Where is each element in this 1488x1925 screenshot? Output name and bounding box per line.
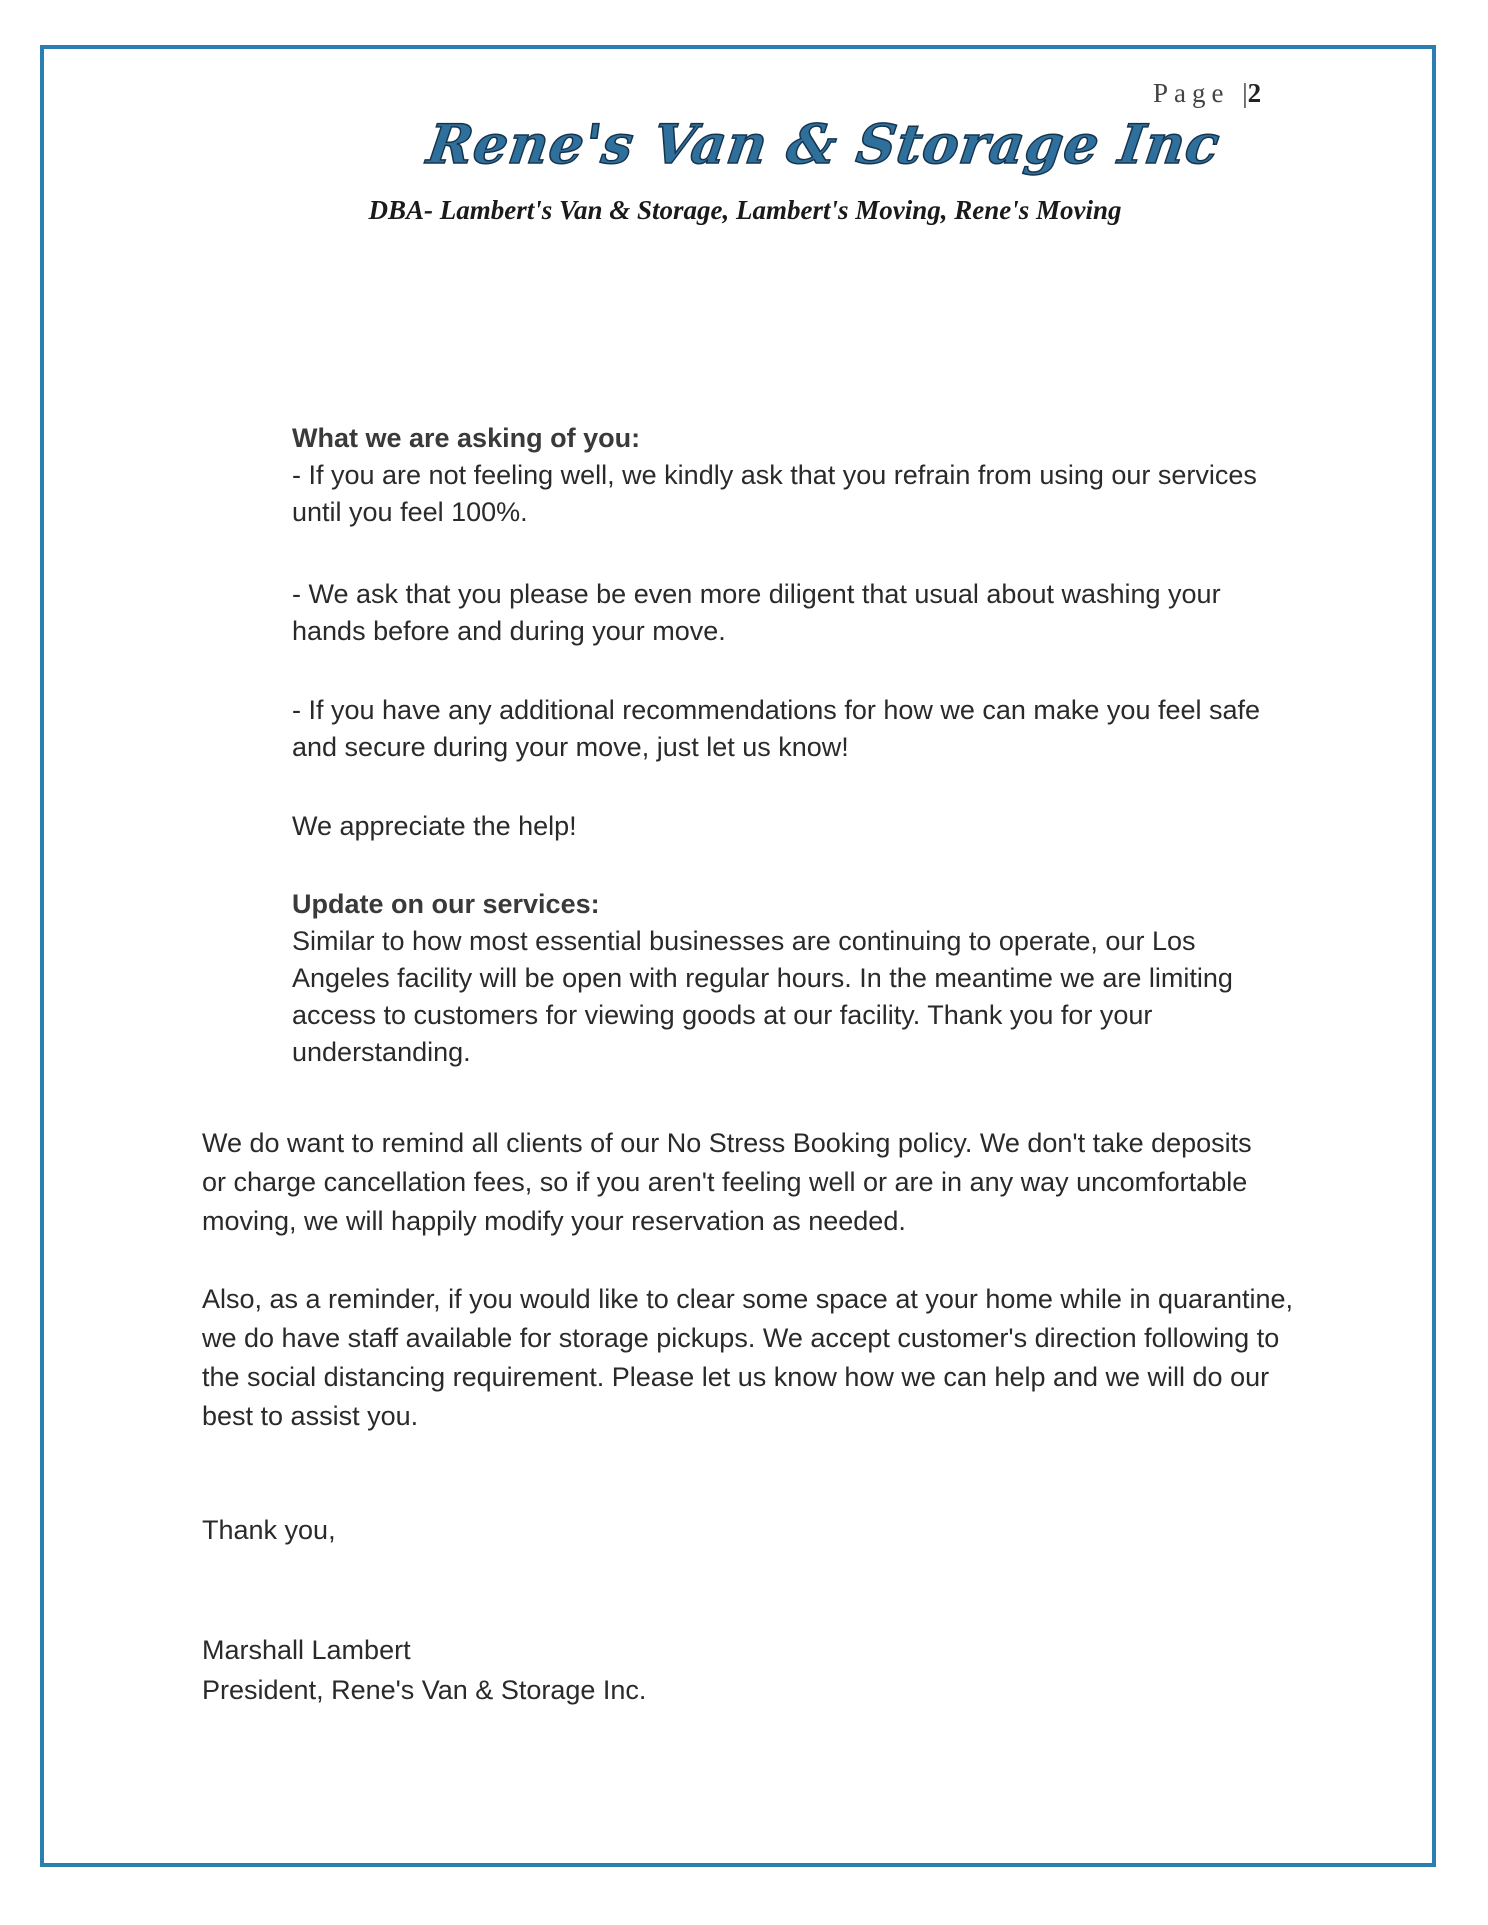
update-section (292, 886, 1257, 1071)
signer-title: President, Rene's Van & Storage Inc. (202, 1675, 647, 1705)
policy-paragraph-block (202, 1124, 1262, 1241)
asking-section (292, 420, 1292, 531)
signer-name: Marshall Lambert (202, 1635, 411, 1665)
storage-paragraph-block (202, 1280, 1302, 1436)
update-heading: Update on our services: (292, 889, 600, 919)
signature-block (202, 1630, 1002, 1710)
asking-item-2-block (292, 576, 1292, 650)
asking-item-1: - If you are not feeling well, we kindly ask that you refrain from using our services until you feel 100%. (292, 460, 1257, 527)
page-number-value: 2 (1247, 78, 1262, 108)
asking-item-2: - We ask that you please be even more diligent that usual about washing your hands before and during your move. (292, 579, 1221, 646)
update-body: Similar to how most essential businesses are continuing to operate, our Los Angeles facility will be open with regular hours. In the meantime we are limiting access to customers for viewing goods at our facility. Thank you for your understanding. (292, 926, 1233, 1067)
policy-paragraph: We do want to remind all clients of our No Stress Booking policy. We don't take deposits or charge cancellation fees, so if you aren't feeling well or are in any way uncomfortable moving, we will happily modify your reservation as needed. (202, 1128, 1252, 1236)
appreciate-block (292, 808, 1282, 845)
asking-item-3: - If you have any additional recommendations for how we can make you feel safe and secure during your move, just let us know! (292, 695, 1261, 762)
signoff-closing-block (202, 1512, 902, 1549)
company-logo: Rene's Van & Storage Inc (423, 112, 1225, 176)
signoff-closing: Thank you, (202, 1515, 336, 1545)
page-separator: | (1242, 78, 1248, 108)
storage-paragraph: Also, as a reminder, if you would like to clear some space at your home while in quarantine, we do have staff available for storage pickups. We accept customer's direction following to the social distancing requirement. Please let us know how we can help and we will do our best to assist you. (202, 1284, 1294, 1431)
asking-item-3-block (292, 692, 1267, 766)
appreciate-line: We appreciate the help! (292, 811, 577, 841)
dba-line: DBA- Lambert's Van & Storage, Lambert's Moving, Rene's Moving (368, 195, 1122, 225)
page-number (1153, 78, 1261, 109)
page-label: Page (1153, 78, 1230, 108)
asking-heading: What we are asking of you: (292, 423, 641, 453)
